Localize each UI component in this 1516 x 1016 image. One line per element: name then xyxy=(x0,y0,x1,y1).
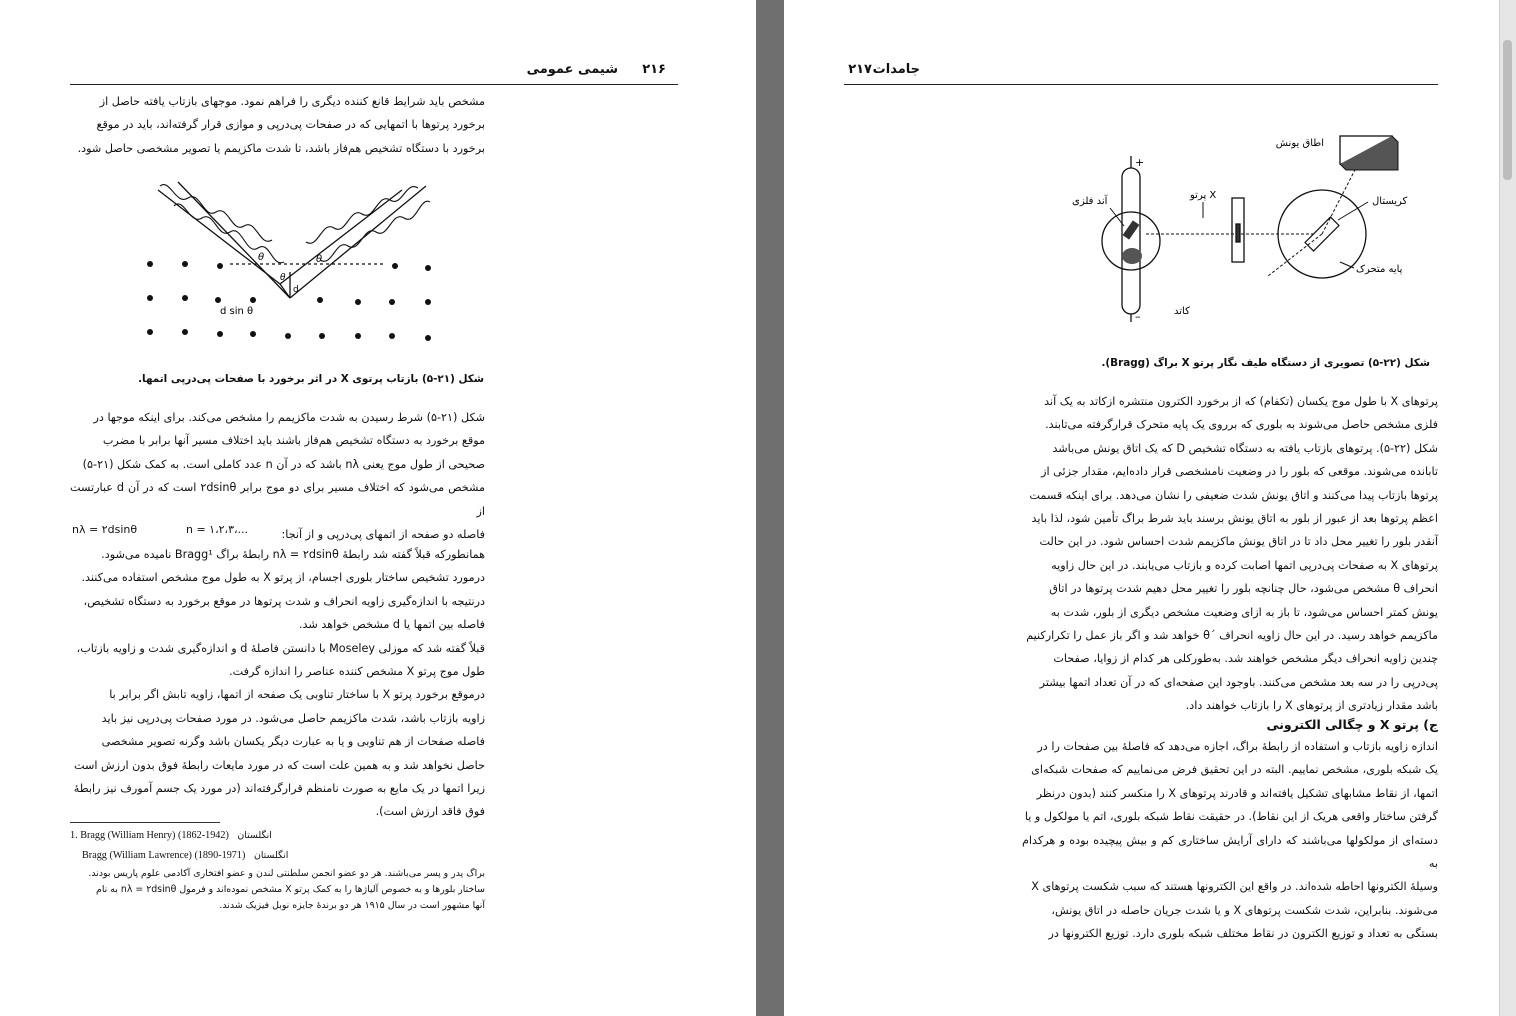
text-line: طول موج پرتو X مشخص کننده عناصر را اندازه گرفت. xyxy=(229,665,485,679)
footnote-name: 1. Bragg (William Henry) (1862-1942) xyxy=(70,830,229,841)
text-line: چندین زاویه انحراف دیگر مشخص خواهند شد. به‌طورکلی هر کدام از زوایا، صفحات xyxy=(1053,652,1438,666)
axis-line xyxy=(1268,234,1322,276)
text-line: یک شبکه بلوری، مشخص نماییم. البته در این تحقیق فرض می‌نماییم که صفحات شبکه‌ای xyxy=(1031,763,1438,777)
text-line: درمورد تشخیص ساختار بلوری اجسام، از پرتو X به طول موج مشخص استفاده می‌کنند. xyxy=(81,571,485,585)
text-line: اتمها، از نقاط مشابهای تشکیل یافته‌اند و قادرند پرتوهای X را منکسر کنند (بدون درنظر xyxy=(1036,786,1438,800)
page-number: ۲۱۶ xyxy=(642,62,666,77)
theta-label: θ xyxy=(316,254,323,265)
text-line: دسته‌ای از مولکولها می‌باشند که دارای آرایش ساختاری کم و بیش پیچیده بوده و هرکدام به xyxy=(1022,833,1438,871)
running-title: شیمی عمومی xyxy=(526,62,618,77)
text-line: مشخص باید شرایط قانع کننده دیگری را فراهم نمود. موجهای بازتاب یافته حاصل از xyxy=(99,95,485,108)
minus-label: – xyxy=(1135,310,1141,323)
cathode-label: کاتد xyxy=(1174,306,1190,317)
text-line: درنتیجه با اندازه‌گیری زاویه انحراف و شدت پرتوها در موقع برخورد به دستگاه تشخیص، xyxy=(83,594,485,608)
text-line: فاصله بین اتمها یا d مشخص خواهد شد. xyxy=(298,618,485,632)
reflected-beam xyxy=(1322,164,1358,234)
footnote-body xyxy=(70,866,485,914)
text-line: پرتوها بازتاب پیدا می‌کنند و اتاق یونش شدت ضعیفی را نشان می‌دهد. برای اینکه قسمت xyxy=(1029,488,1438,502)
text-line: زاویه بازتاب باشد، شدت ماکزیمم حاصل می‌شود. در مورد صفحات پی‌درپی نیز باید xyxy=(101,711,485,725)
running-header xyxy=(70,62,678,85)
intro-paragraph xyxy=(70,90,485,160)
paragraph-3 xyxy=(70,543,485,824)
text-line: صحیحی از طول موج یعنی nλ باشد که در آن n عدد کاملی است. به کمک شکل (۲۱-۵) xyxy=(82,457,485,471)
text-line: باشد مقدار زیادتری از پرتوهای X را بازتاب خواهند داد. xyxy=(1185,699,1438,713)
anode-label: آند فلزی xyxy=(1072,196,1108,207)
text-line: قبلاً گفته شد که موزلی Moseley با دانستن فاصلهٔ d و اندازه‌گیری شدت و زاویه بازتاب، xyxy=(76,641,485,655)
xray-label: پرتو X xyxy=(1190,190,1217,201)
lattice-points xyxy=(147,261,431,341)
page-gutter xyxy=(756,0,784,1016)
text-line: درموقع برخورد پرتو X با ساختار تناوبی یک صفحه از اتمها، زاویه تابش اگر برابر با xyxy=(109,688,485,702)
text-line: برخورد پرتوها با اتمهایی که در صفحات پی‌درپی و موازی قرار گرفته‌اند، باید در موقع xyxy=(96,118,485,132)
page-216 xyxy=(0,0,756,1016)
text-line: موقع برخورد به دستگاه تشخیص هم‌فاز باشند باید اختلاف مسیر آنها برابر با مضرب xyxy=(102,434,485,448)
text-line: اعظم پرتوها بعد از عبور از بلور به اتاق یونش برسند باید شرط براگ تأمین شود، لذا باید xyxy=(1031,512,1438,526)
text-line: آنها مشهور است در سال ۱۹۱۵ هر دو برندهٔ جایزه نوبل فیزیک شدند. xyxy=(219,900,485,911)
scrollbar-thumb[interactable] xyxy=(1503,40,1512,180)
text-line: می‌شوند. بنابراین، شدت شکست پرتوهای X و یا شدت جریان حاصله در اتاق یونش، xyxy=(1051,903,1438,917)
paragraph-2 xyxy=(1022,735,1438,946)
text-line: فوق فاقد ارزش است). xyxy=(375,805,485,819)
slit-collimator xyxy=(1232,198,1244,262)
paragraph-1 xyxy=(1022,390,1438,718)
xray-tube xyxy=(1102,156,1160,322)
text-line: انحراف θ مشخص می‌شود، حال چنانچه بلور را تغییر محل دهیم شدت پرتوها در اتاق xyxy=(1049,582,1438,596)
text-line: همانطورکه قبلاً گفته شد رابطهٔ nλ = ۲dsinθ رابطهٔ براگ Bragg¹ نامیده می‌شود. xyxy=(101,548,485,561)
text-line: گرفتن ساختار واقعی هریک از این نقاط). در حقیقت نقاط شبکه بلوری، اتم یا مولکول و یا xyxy=(1024,810,1438,824)
footnote-1 xyxy=(70,830,272,841)
text-line: بستگی به تعداد و توزیع الکترون در نقاط مختلف شبکه بلوری دارد. توزیع الکترونها در xyxy=(1048,927,1438,941)
footnote-divider xyxy=(70,822,220,823)
section-heading: ج) پرتو X و چگالی الکترونی xyxy=(1266,717,1438,732)
text-line: زیرا اتمها در یک مایع به صورت نامنظم قرارگرفته‌اند (در مورد یک جسم آمورف نیز رابطهٔ xyxy=(73,782,485,796)
plus-label: + xyxy=(1135,156,1145,169)
movable-base-label: پایه متحرک xyxy=(1356,264,1403,275)
text-line: فاصله صفحات از هم تناوبی و یا به عبارت دیگر یکسان باشد وگرنه تصویر مشخصی xyxy=(101,735,485,749)
text-line: ساختار بلورها و به خصوص آلیاژها را به کمک پرتو X مشخص نموده‌اند و فرمول nλ = ۲dsinθ به نام xyxy=(96,884,485,895)
bragg-reflection-figure xyxy=(130,176,450,356)
text-line: اندازه زاویه بازتاب و استفاده از رابطهٔ براگ، اجازه می‌دهد که فاصلهٔ بین صفحات را در xyxy=(1037,740,1438,753)
crystal-pointer xyxy=(1338,202,1368,220)
page-217 xyxy=(784,0,1500,1016)
text-line: تابانده می‌شوند. موقعی که بلور را در وضعیت نامشخصی قرار داده‌ایم، مقدار جزئی از xyxy=(1041,465,1438,479)
text-line: برخورد با دستگاه تشخیص هم‌فاز باشد، تا شدت ماکزیمم یا تصویر مشخصی حاصل شود. xyxy=(77,141,485,155)
text-line: پرتوهای X به صفحات پی‌درپی اتمها اصابت کرده و بازتاب می‌یابند. در این حال زاویه xyxy=(1051,558,1438,572)
ray-lines xyxy=(158,182,426,298)
text-line: براگ پدر و پسر می‌باشند. هر دو عضو انجمن سلطنتی لندن و عضو افتخاری آکادمی علوم پاریس بودند. xyxy=(88,868,485,879)
base-pointer xyxy=(1340,262,1354,268)
text-line: آنقدر بلور را تغییر محل داد تا در اتاق یونش ماکزیمم شدت احساس شود. در این حالت xyxy=(1039,535,1438,549)
text-line: شکل (۲۲-۵). پرتوهای بازتاب یافته به دستگاه تشخیص D که یک اتاق یونش می‌باشد xyxy=(1052,441,1438,455)
text-line: حاصل نخواهد شد و به همین علت است که در مورد مایعات رابطهٔ فوق بدون ارزش است xyxy=(73,758,485,772)
theta-label: θ xyxy=(280,273,286,283)
page-number: ۲۱۷ xyxy=(848,62,872,77)
bragg-equation: nλ = ۲dsinθ xyxy=(72,523,138,536)
theta-label: θ xyxy=(258,252,265,263)
footnote-country: انگلستان xyxy=(237,830,272,841)
text-line: پرتوهای X با طول موج یکسان (تکفام) که از برخورد الکترون منتشره ازکاتد به یک آند xyxy=(1044,395,1438,408)
text-line: فاصله دو صفحه از اتمهای پی‌درپی و از آنجا: xyxy=(281,528,485,542)
text-line: شکل (۲۱-۵) شرط رسیدن به شدت ماکزیمم را مشخص می‌کند. برای اینکه موجها در xyxy=(93,411,485,424)
figure-caption: شکل (۲۱-۵) بازتاب پرتوی X در اثر برخورد با صفحات پی‌درپی اتمها. xyxy=(138,373,484,385)
text-line: ماکزیمم خواهد رسید. در این حال زاویه انحراف ´θ خواهد شد و اگر باز عمل را تکرارکنیم xyxy=(1026,629,1438,643)
running-title: جامدات xyxy=(872,62,920,77)
footnote-country: انگلستان xyxy=(253,850,289,861)
dsin-label: d sin θ xyxy=(220,306,254,317)
ion-chamber xyxy=(1340,136,1398,170)
footnote-name: Bragg (William Lawrence) (1890-1971) xyxy=(82,850,246,861)
footnote-2 xyxy=(82,850,288,861)
text-line: وسیلهٔ الکترونها احاطه شده‌اند. در واقع این الکترونها هستند که سبب شکست پرتوهای X xyxy=(1031,880,1438,894)
text-line: پی‌درپی را در سه بعد مشخص می‌کنند. باوجود این صفحه‌ای که در آن تعداد اتمها بیشتر xyxy=(1039,675,1438,689)
vertical-scrollbar[interactable] xyxy=(1499,0,1516,1016)
figure-caption: شکل (۲۲-۵) تصویری از دستگاه طیف نگار پرتو X براگ (Bragg). xyxy=(1101,357,1430,369)
n-values: n = ۱،۲،۳،... xyxy=(186,523,249,536)
ion-chamber-label: اطاق یونش xyxy=(1275,138,1324,149)
bragg-spectrometer-figure xyxy=(1072,126,1422,326)
text-line: فلزی مشخص حاصل می‌شوند به بلوری که برروی یک پایه متحرک قرارگرفته می‌تابند. xyxy=(1045,418,1438,432)
wave-curves xyxy=(160,185,430,263)
d-label: d xyxy=(293,285,299,295)
anode-target xyxy=(1123,220,1140,239)
running-header xyxy=(844,62,1438,85)
crystal-label: کریستال xyxy=(1372,196,1408,207)
text-line: مشخص می‌شود که اختلاف مسیر برای دو موج برابر ۲dsinθ است که در آن d عبارتست از xyxy=(70,481,486,518)
text-line: یونش کمتر احساس می‌شود، تا باز به ازای وضعیت مشخص دیگری از بلور، شدت به xyxy=(1050,605,1438,619)
cathode-filament xyxy=(1122,248,1142,264)
